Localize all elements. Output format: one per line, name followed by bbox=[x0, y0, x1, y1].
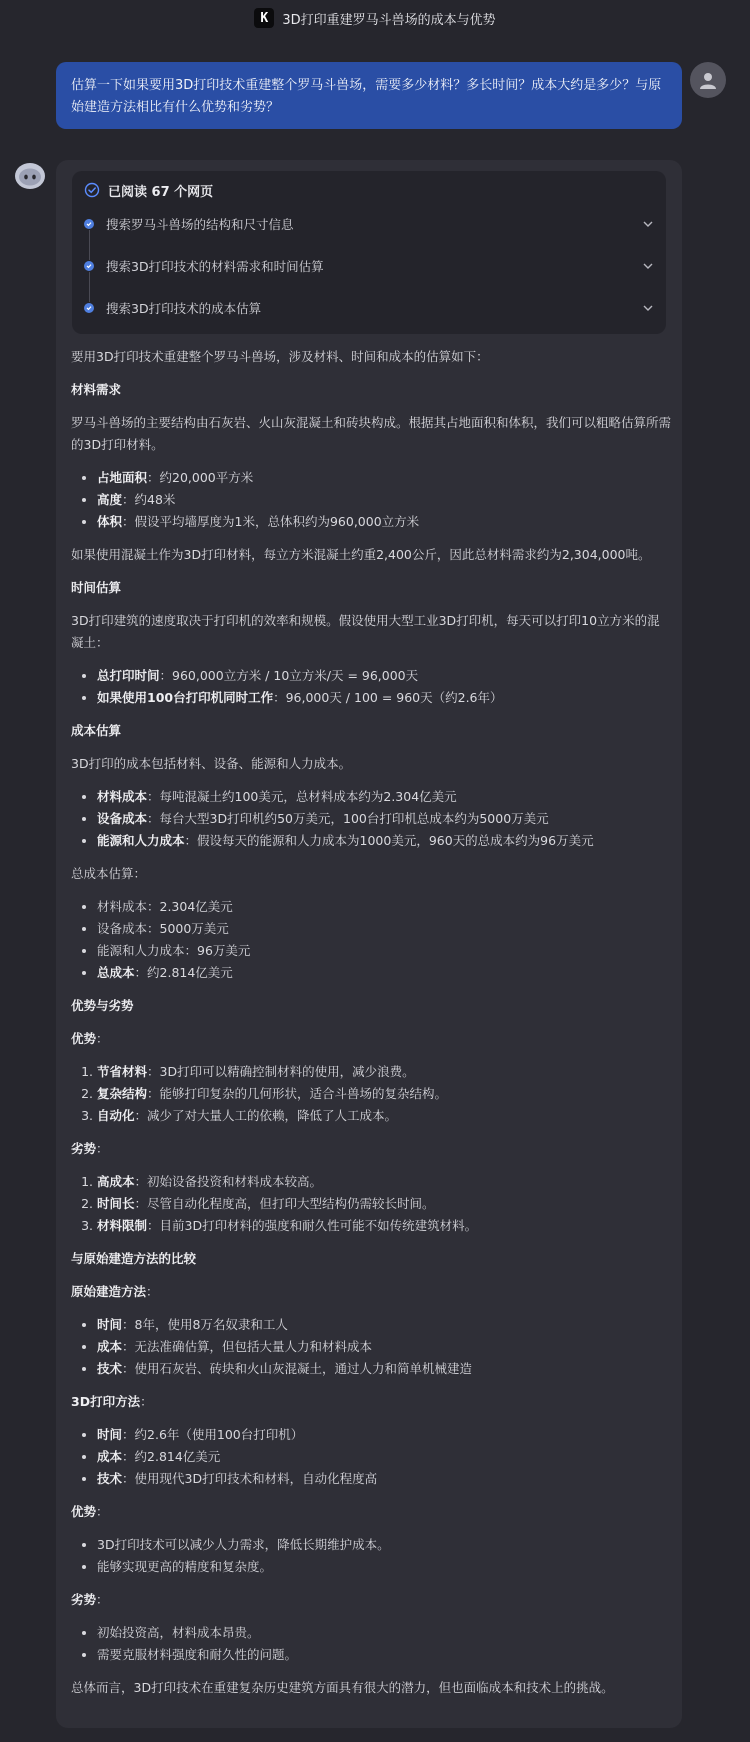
step-check-icon bbox=[84, 219, 94, 229]
check-circle-icon bbox=[84, 182, 100, 198]
user-message: 估算一下如果要用3D打印技术重建整个罗马斗兽场，需要多少材料？多长时间？成本大约是多少？与原始建造方法相比有什么优势和劣势？ bbox=[56, 62, 682, 129]
list-item: • 技术：使用石灰岩、砖块和火山灰混凝土，通过人力和简单机械建造 bbox=[97, 1358, 671, 1380]
list-item: • 能够实现更高的精度和复杂度。 bbox=[97, 1556, 671, 1578]
chat-header bbox=[0, 0, 750, 36]
list-item: 3. 自动化：减少了对大量人工的依赖，降低了人工成本。 bbox=[97, 1105, 671, 1127]
list-item: • 能源和人力成本：96万美元 bbox=[97, 940, 671, 962]
list-item: • 技术：使用现代3D打印技术和材料，自动化程度高 bbox=[97, 1468, 671, 1490]
list-item: • 总打印时间：960,000立方米 / 10立方米/天 = 96,000天 bbox=[97, 665, 671, 687]
assistant-avatar bbox=[14, 160, 46, 192]
paragraph: 3D打印建筑的速度取决于打印机的效率和规模。假设使用大型工业3D打印机，每天可以打印10立方米的混凝土： bbox=[71, 613, 660, 650]
conclusion: 总体而言，3D打印技术在重建复杂历史建筑方面具有很大的潜力，但也面临成本和技术上的挑战。 bbox=[71, 1680, 614, 1695]
search-step[interactable] bbox=[84, 256, 654, 276]
paragraph: 如果使用混凝土作为3D打印材料，每立方米混凝土约重2,400公斤，因此总材料需求约为2,304,000吨。 bbox=[71, 547, 651, 562]
sub-heading: 劣势： bbox=[71, 1592, 109, 1607]
assistant-bot-icon bbox=[14, 160, 46, 192]
search-step-label: 搜索3D打印技术的材料需求和时间估算 bbox=[106, 259, 324, 274]
kimi-logo: K bbox=[254, 8, 274, 28]
chevron-down-icon[interactable] bbox=[642, 260, 654, 272]
sub-heading: 优势： bbox=[71, 1031, 109, 1046]
numbered-list bbox=[71, 1061, 671, 1127]
sub-heading: 劣势： bbox=[71, 1141, 109, 1156]
list-item: • 能源和人力成本：假设每天的能源和人力成本为1000美元，960天的总成本约为96万美元 bbox=[97, 830, 671, 852]
list-item: • 初始投资高，材料成本昂贵。 bbox=[97, 1622, 671, 1644]
list-item: • 时间：8年，使用8万名奴隶和工人 bbox=[97, 1314, 671, 1336]
search-step[interactable] bbox=[84, 298, 654, 318]
bullet-list bbox=[71, 786, 671, 852]
list-item: • 设备成本：5000万美元 bbox=[97, 918, 671, 940]
sub-heading: 优势： bbox=[71, 1504, 109, 1519]
list-item: • 高度：约48米 bbox=[97, 489, 671, 511]
read-pages-label: 已阅读 67 个网页 bbox=[108, 184, 214, 200]
list-item: 2. 时间长：尽管自动化程度高，但打印大型结构仍需较长时间。 bbox=[97, 1193, 671, 1215]
list-item: • 总成本：约2.814亿美元 bbox=[97, 962, 671, 984]
chevron-down-icon[interactable] bbox=[642, 302, 654, 314]
list-item: • 设备成本：每台大型3D打印机约50万美元，100台打印机总成本约为5000万美元 bbox=[97, 808, 671, 830]
search-step-label: 搜索3D打印技术的成本估算 bbox=[106, 301, 262, 316]
chevron-down-icon[interactable] bbox=[642, 218, 654, 230]
list-item: 1. 节省材料：3D打印可以精确控制材料的使用，减少浪费。 bbox=[97, 1061, 671, 1083]
list-item: • 材料成本：2.304亿美元 bbox=[97, 896, 671, 918]
search-step[interactable] bbox=[84, 214, 654, 234]
step-check-icon bbox=[84, 303, 94, 313]
paragraph: 3D打印的成本包括材料、设备、能源和人力成本。 bbox=[71, 756, 352, 771]
sub-heading: 3D打印方法： bbox=[71, 1394, 153, 1409]
bullet-list bbox=[71, 1314, 671, 1380]
search-step-label: 搜索罗马斗兽场的结构和尺寸信息 bbox=[106, 217, 294, 232]
bullet-list bbox=[71, 467, 671, 533]
list-item: 3. 材料限制：目前3D打印材料的强度和耐久性可能不如传统建筑材料。 bbox=[97, 1215, 671, 1237]
section-heading: 成本估算 bbox=[71, 723, 122, 738]
bullet-list bbox=[71, 896, 671, 984]
paragraph: 总成本估算： bbox=[71, 866, 147, 881]
user-icon bbox=[698, 70, 718, 90]
read-pages-status[interactable] bbox=[84, 180, 213, 200]
bullet-list bbox=[71, 1424, 671, 1490]
section-heading: 与原始建造方法的比较 bbox=[71, 1251, 197, 1266]
section-heading: 材料需求 bbox=[71, 382, 122, 397]
list-item: 2. 复杂结构：能够打印复杂的几何形状，适合斗兽场的复杂结构。 bbox=[97, 1083, 671, 1105]
bullet-list bbox=[71, 1534, 671, 1578]
answer-intro: 要用3D打印技术重建整个罗马斗兽场，涉及材料、时间和成本的估算如下： bbox=[71, 349, 489, 364]
user-avatar[interactable] bbox=[690, 62, 726, 98]
section-heading: 时间估算 bbox=[71, 580, 122, 595]
bullet-list bbox=[71, 665, 671, 709]
list-item: 1. 高成本：初始设备投资和材料成本较高。 bbox=[97, 1171, 671, 1193]
numbered-list bbox=[71, 1171, 671, 1237]
bullet-list bbox=[71, 1622, 671, 1666]
list-item: • 3D打印技术可以减少人力需求，降低长期维护成本。 bbox=[97, 1534, 671, 1556]
list-item: • 需要克服材料强度和耐久性的问题。 bbox=[97, 1644, 671, 1666]
list-item: • 时间：约2.6年（使用100台打印机） bbox=[97, 1424, 671, 1446]
list-item: • 体积：假设平均墙厚度为1米，总体积约为960,000立方米 bbox=[97, 511, 671, 533]
section-heading: 优势与劣势 bbox=[71, 998, 134, 1013]
paragraph: 罗马斗兽场的主要结构由石灰岩、火山灰混凝土和砖块构成。根据其占地面积和体积，我们可以粗略估算所需的3D打印材料。 bbox=[71, 415, 672, 452]
list-item: • 占地面积：约20,000平方米 bbox=[97, 467, 671, 489]
list-item: • 材料成本：每吨混凝土约100美元，总材料成本约为2.304亿美元 bbox=[97, 786, 671, 808]
list-item: • 成本：无法准确估算，但包括大量人力和材料成本 bbox=[97, 1336, 671, 1358]
sub-heading: 原始建造方法： bbox=[71, 1284, 159, 1299]
list-item: • 如果使用100台打印机同时工作：96,000天 / 100 = 960天（约2.6年） bbox=[97, 687, 671, 709]
chat-title: 3D打印重建罗马斗兽场的成本与优势 bbox=[282, 12, 496, 28]
answer-content bbox=[71, 346, 671, 1699]
step-check-icon bbox=[84, 261, 94, 271]
list-item: • 成本：约2.814亿美元 bbox=[97, 1446, 671, 1468]
